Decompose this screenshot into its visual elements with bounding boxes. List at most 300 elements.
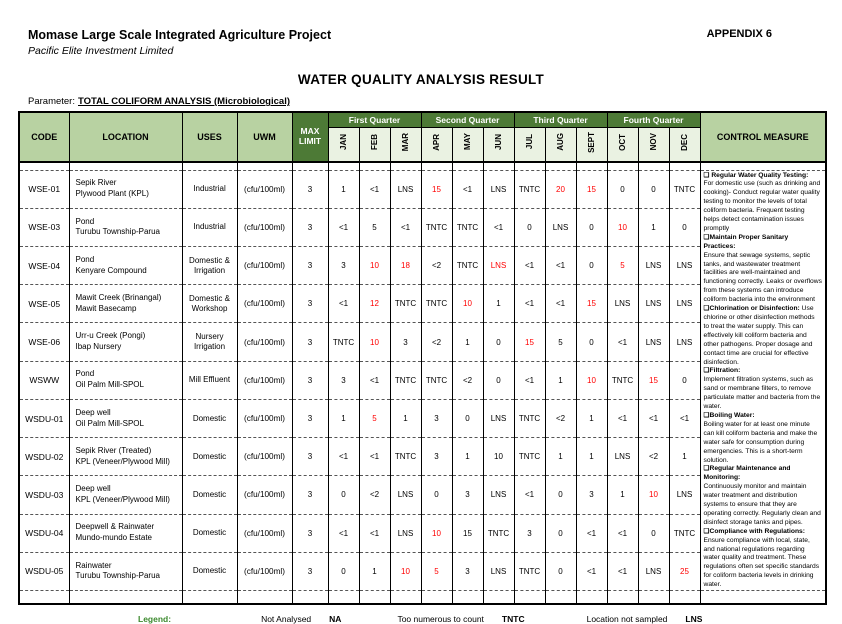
- value-cell: 3: [390, 323, 421, 361]
- control-measure-item: ❑Boiling Water: Boiling water for at least one minute can kill coliform bacteria and make the water safe for consumption during emergencies. This is a short-term solution.: [704, 412, 823, 465]
- location-cell: [69, 246, 182, 284]
- value-cell: 0: [576, 208, 607, 246]
- value-cell: TNTC: [669, 514, 700, 552]
- appendix-label: APPENDIX 6: [706, 28, 772, 40]
- uses-cell: Domestic: [182, 399, 237, 437]
- header-control-measure: CONTROL MEASURE: [700, 112, 826, 162]
- value-cell: 1: [452, 438, 483, 476]
- max-limit-cell: 3: [292, 170, 328, 208]
- month-label: APR: [431, 133, 441, 151]
- month-label: NOV: [648, 133, 658, 151]
- month-header-mar: [390, 128, 421, 163]
- parameter-value: TOTAL COLIFORM ANALYSIS (Microbiological): [78, 96, 290, 107]
- location-line: Sepik River (Treated): [75, 445, 152, 455]
- value-cell: 10: [359, 323, 390, 361]
- value-cell: TNTC: [514, 438, 545, 476]
- spacer-cell: [390, 591, 421, 604]
- value-cell: <1: [359, 438, 390, 476]
- value-cell: 15: [576, 170, 607, 208]
- uwm-cell: (cfu/100ml): [237, 246, 292, 284]
- max-limit-cell: 3: [292, 323, 328, 361]
- uses-cell: Industrial: [182, 170, 237, 208]
- water-quality-table: [18, 111, 827, 605]
- control-measure-cell: [700, 170, 826, 591]
- value-cell: 0: [638, 170, 669, 208]
- value-cell: 5: [359, 208, 390, 246]
- legend-label: Legend:: [138, 613, 172, 624]
- value-cell: 5: [421, 552, 452, 590]
- control-measure-title: ❑Regular Maintenance and Monitoring:: [703, 465, 791, 482]
- document-title: WATER QUALITY ANALYSIS RESULT: [297, 72, 545, 87]
- value-cell: 0: [669, 208, 700, 246]
- code-cell: WSE-01: [19, 170, 69, 208]
- max-limit-cell: 3: [292, 438, 328, 476]
- value-cell: LNS: [607, 285, 638, 323]
- value-cell: 12: [359, 285, 390, 323]
- spacer-row: [19, 162, 826, 170]
- location-line: Ibap Nursery: [75, 342, 122, 352]
- location-cell: [69, 514, 182, 552]
- month-label: JUL: [524, 134, 534, 150]
- value-cell: 1: [607, 476, 638, 514]
- value-cell: 1: [328, 399, 359, 437]
- month-header-aug: [545, 128, 576, 163]
- value-cell: 0: [607, 170, 638, 208]
- location-line: Pond: [75, 254, 95, 264]
- uses-cell: Domestic & Workshop: [182, 285, 237, 323]
- spacer-cell: [700, 162, 826, 170]
- spacer-cell: [182, 162, 237, 170]
- value-cell: LNS: [669, 476, 700, 514]
- code-cell: WSDU-05: [19, 552, 69, 590]
- value-cell: <1: [328, 438, 359, 476]
- spacer-cell: [182, 591, 237, 604]
- value-cell: 0: [483, 361, 514, 399]
- location-cell: [69, 361, 182, 399]
- location-line: Oil Palm Mill-SPOL: [75, 380, 144, 390]
- spacer-cell: [421, 162, 452, 170]
- value-cell: 0: [545, 476, 576, 514]
- header-quarter-1: First Quarter: [328, 112, 421, 128]
- location-cell: [69, 323, 182, 361]
- value-cell: 5: [607, 246, 638, 284]
- spacer-cell: [700, 591, 826, 604]
- spacer-cell: [514, 162, 545, 170]
- spacer-cell: [69, 162, 182, 170]
- value-cell: 0: [452, 399, 483, 437]
- location-line: Pond: [75, 216, 95, 226]
- value-cell: <1: [328, 208, 359, 246]
- value-cell: TNTC: [390, 438, 421, 476]
- legend-abbr-na: NA: [329, 613, 342, 624]
- month-label: FEB: [369, 134, 379, 150]
- legend-item-lns: Location not sampled: [586, 613, 668, 624]
- value-cell: <1: [669, 399, 700, 437]
- spacer-cell: [576, 162, 607, 170]
- spacer-cell: [607, 162, 638, 170]
- header-left: [28, 28, 331, 57]
- month-label: JUN: [493, 133, 503, 150]
- uwm-cell: (cfu/100ml): [237, 438, 292, 476]
- value-cell: <1: [452, 170, 483, 208]
- header-quarter-4: Fourth Quarter: [607, 112, 700, 128]
- value-cell: 0: [669, 361, 700, 399]
- value-cell: 1: [576, 399, 607, 437]
- location-line: Mawit Basecamp: [75, 303, 137, 313]
- value-cell: 0: [545, 552, 576, 590]
- location-line: Deepwell & Rainwater: [75, 522, 155, 532]
- uwm-cell: (cfu/100ml): [237, 361, 292, 399]
- month-label: SEPT: [586, 131, 596, 153]
- spacer-cell: [421, 591, 452, 604]
- legend-abbr-lns: LNS: [685, 613, 703, 624]
- header-code: CODE: [19, 112, 69, 162]
- max-limit-cell: 3: [292, 514, 328, 552]
- location-line: KPL (Veneer/Plywood Mill): [75, 456, 170, 466]
- month-header-jan: [328, 128, 359, 163]
- value-cell: <1: [514, 285, 545, 323]
- value-cell: 1: [638, 208, 669, 246]
- value-cell: 15: [452, 514, 483, 552]
- value-cell: 1: [328, 170, 359, 208]
- value-cell: LNS: [638, 285, 669, 323]
- value-cell: 10: [483, 438, 514, 476]
- value-cell: 1: [452, 323, 483, 361]
- location-line: Oil Palm Mill-SPOL: [75, 418, 144, 428]
- value-cell: 15: [514, 323, 545, 361]
- month-header-oct: [607, 128, 638, 163]
- value-cell: LNS: [390, 476, 421, 514]
- code-cell: WSDU-03: [19, 476, 69, 514]
- uwm-cell: (cfu/100ml): [237, 514, 292, 552]
- control-measure-item: ❑ Regular Water Quality Testing: For domestic use (such as drinking and cooking)- Conduct regular water quality testing to monitor the levels of total coliform bacteria. Frequent testing helps detect contamination issues promptly: [703, 171, 821, 232]
- legend-abbr-tntc: TNTC: [501, 613, 525, 624]
- value-cell: LNS: [669, 285, 700, 323]
- value-cell: <1: [483, 208, 514, 246]
- value-cell: LNS: [545, 208, 576, 246]
- code-cell: WSE-06: [19, 323, 69, 361]
- location-line: Plywood Plant (KPL): [75, 189, 149, 199]
- location-line: Mawit Creek (Brinangal): [75, 293, 162, 303]
- value-cell: LNS: [483, 476, 514, 514]
- value-cell: 10: [607, 208, 638, 246]
- value-cell: 15: [638, 361, 669, 399]
- value-cell: <1: [328, 514, 359, 552]
- max-limit-cell: 3: [292, 208, 328, 246]
- value-cell: LNS: [638, 246, 669, 284]
- max-limit-cell: 3: [292, 285, 328, 323]
- spacer-cell: [69, 591, 182, 604]
- location-line: KPL (Veneer/Plywood Mill): [75, 494, 170, 504]
- legend-item-tntc: Too numerous to count: [397, 613, 484, 624]
- value-cell: <1: [390, 208, 421, 246]
- value-cell: TNTC: [421, 208, 452, 246]
- max-limit-cell: 3: [292, 361, 328, 399]
- value-cell: 10: [576, 361, 607, 399]
- value-cell: TNTC: [514, 399, 545, 437]
- value-cell: 5: [359, 399, 390, 437]
- value-cell: <1: [607, 399, 638, 437]
- spacer-cell: [19, 162, 69, 170]
- control-measure-item: ❑Regular Maintenance and Monitoring: Continuously monitor and maintain water treatment and distribution systems to ensure that they are operating correctly. Regularly clean and disinfect storage tanks and pipes.: [703, 465, 821, 526]
- value-cell: 1: [483, 285, 514, 323]
- month-header-jun: [483, 128, 514, 163]
- value-cell: 10: [452, 285, 483, 323]
- value-cell: <1: [638, 399, 669, 437]
- code-cell: WSE-05: [19, 285, 69, 323]
- value-cell: TNTC: [607, 361, 638, 399]
- control-measure-title: ❑Compliance with Regulations:: [703, 527, 805, 535]
- parameter-label: Parameter:: [28, 96, 75, 107]
- value-cell: 3: [452, 552, 483, 590]
- header-location: LOCATION: [69, 112, 182, 162]
- spacer-cell: [452, 162, 483, 170]
- code-cell: WSDU-02: [19, 438, 69, 476]
- spacer-cell: [638, 591, 669, 604]
- value-cell: <2: [638, 438, 669, 476]
- value-cell: <1: [607, 552, 638, 590]
- value-cell: <1: [545, 285, 576, 323]
- value-cell: TNTC: [514, 170, 545, 208]
- max-limit-cell: 3: [292, 399, 328, 437]
- header-max-limit: MAX LIMIT: [292, 112, 328, 162]
- value-cell: 15: [576, 285, 607, 323]
- legend-item-na: Not Analysed: [261, 613, 312, 624]
- location-line: Rainwater: [75, 560, 112, 570]
- uwm-cell: (cfu/100ml): [237, 399, 292, 437]
- code-cell: WSE-03: [19, 208, 69, 246]
- value-cell: TNTC: [328, 323, 359, 361]
- location-line: Kenyare Compound: [75, 265, 147, 275]
- control-measure-title: ❑Maintain Proper Sanitary Practices:: [703, 233, 789, 250]
- spacer-cell: [607, 591, 638, 604]
- month-label: MAR: [400, 132, 410, 152]
- value-cell: 0: [545, 514, 576, 552]
- spacer-cell: [514, 591, 545, 604]
- value-cell: TNTC: [452, 208, 483, 246]
- month-header-may: [452, 128, 483, 163]
- value-cell: 3: [576, 476, 607, 514]
- location-cell: [69, 208, 182, 246]
- value-cell: LNS: [483, 246, 514, 284]
- value-cell: 3: [328, 361, 359, 399]
- location-line: Deep well: [75, 407, 111, 417]
- value-cell: LNS: [390, 514, 421, 552]
- header-uses: USES: [182, 112, 237, 162]
- table-row: [19, 170, 826, 208]
- value-cell: <2: [359, 476, 390, 514]
- spacer-cell: [237, 591, 292, 604]
- value-cell: <1: [359, 170, 390, 208]
- value-cell: <1: [514, 476, 545, 514]
- location-line: Deep well: [75, 484, 111, 494]
- control-measure-item: ❑Compliance with Regulations: Ensure compliance with local, state, and national regulations regarding water quality and treatment. These regulations often set specific standards for coliform bacteria levels in drinking water.: [704, 528, 823, 590]
- month-header-dec: [669, 128, 700, 163]
- value-cell: TNTC: [421, 285, 452, 323]
- value-cell: LNS: [607, 438, 638, 476]
- spacer-cell: [359, 162, 390, 170]
- spacer-cell: [452, 591, 483, 604]
- uwm-cell: (cfu/100ml): [237, 476, 292, 514]
- uwm-cell: (cfu/100ml): [237, 323, 292, 361]
- code-cell: WSDU-01: [19, 399, 69, 437]
- value-cell: 5: [545, 323, 576, 361]
- location-cell: [69, 285, 182, 323]
- spacer-cell: [483, 591, 514, 604]
- value-cell: 0: [638, 514, 669, 552]
- control-measure-title: ❑ Regular Water Quality Testing:: [703, 171, 809, 179]
- value-cell: <2: [421, 246, 452, 284]
- value-cell: 0: [328, 552, 359, 590]
- location-line: Turubu Township-Parua: [75, 571, 160, 581]
- spacer-cell: [576, 591, 607, 604]
- control-measure-item: ❑Maintain Proper Sanitary Practices: Ensure that sewage systems, septic tanks, and wastewater treatment facilities are well-maintained and functioning correctly. Leaks or overflows from these systems can introduce coliform bacteria into the environment: [703, 233, 822, 304]
- value-cell: LNS: [638, 552, 669, 590]
- value-cell: LNS: [483, 170, 514, 208]
- value-cell: 0: [514, 208, 545, 246]
- value-cell: TNTC: [514, 552, 545, 590]
- value-cell: 0: [576, 323, 607, 361]
- value-cell: 0: [483, 323, 514, 361]
- location-line: Pond: [75, 369, 95, 379]
- location-cell: [69, 170, 182, 208]
- month-label: OCT: [617, 133, 627, 151]
- value-cell: 1: [390, 399, 421, 437]
- value-cell: 0: [576, 246, 607, 284]
- spacer-cell: [638, 162, 669, 170]
- uses-cell: Domestic: [182, 552, 237, 590]
- value-cell: 10: [390, 552, 421, 590]
- company-name: Pacific Elite Investment Limited: [28, 45, 174, 57]
- uses-cell: Domestic: [182, 514, 237, 552]
- spacer-cell: [292, 162, 328, 170]
- table-body: [19, 162, 826, 604]
- control-measure-item: ❑Chlorination or Disinfection: Use chlorine or other disinfection methods to treat the water supply. This can effectively kill coliform bacteria and other pathogens. Proper dosage and contact time are crucial for effective disinfection.: [703, 305, 815, 366]
- spacer-cell: [545, 591, 576, 604]
- location-line: Sepik River: [75, 178, 117, 188]
- uses-cell: Domestic: [182, 476, 237, 514]
- value-cell: 15: [421, 170, 452, 208]
- value-cell: LNS: [483, 552, 514, 590]
- spacer-cell: [237, 162, 292, 170]
- value-cell: TNTC: [390, 361, 421, 399]
- value-cell: 1: [576, 438, 607, 476]
- value-cell: TNTC: [421, 361, 452, 399]
- value-cell: 25: [669, 552, 700, 590]
- value-cell: 3: [421, 399, 452, 437]
- location-line: Mundo-mundo Estate: [75, 533, 152, 543]
- value-cell: 1: [359, 552, 390, 590]
- value-cell: 0: [421, 476, 452, 514]
- value-cell: 20: [545, 170, 576, 208]
- project-title: Momase Large Scale Integrated Agriculture Project: [28, 28, 332, 42]
- parameter-line: [28, 96, 842, 107]
- value-cell: <1: [607, 323, 638, 361]
- month-header-feb: [359, 128, 390, 163]
- value-cell: 3: [328, 246, 359, 284]
- month-header-jul: [514, 128, 545, 163]
- value-cell: 10: [359, 246, 390, 284]
- code-cell: WSDU-04: [19, 514, 69, 552]
- value-cell: <1: [359, 514, 390, 552]
- value-cell: 3: [452, 476, 483, 514]
- value-cell: <1: [576, 514, 607, 552]
- value-cell: TNTC: [669, 170, 700, 208]
- value-cell: TNTC: [483, 514, 514, 552]
- value-cell: <1: [576, 552, 607, 590]
- spacer-cell: [669, 591, 700, 604]
- uses-cell: Nursery Irrigation: [182, 323, 237, 361]
- table-head: [19, 112, 826, 162]
- legend-row: [138, 614, 842, 624]
- location-cell: [69, 476, 182, 514]
- uses-cell: Mill Effluent: [182, 361, 237, 399]
- value-cell: 10: [421, 514, 452, 552]
- value-cell: 1: [545, 361, 576, 399]
- value-cell: 0: [328, 476, 359, 514]
- value-cell: 3: [514, 514, 545, 552]
- value-cell: <1: [514, 361, 545, 399]
- spacer-cell: [359, 591, 390, 604]
- page-header: [0, 0, 842, 57]
- month-label: MAY: [462, 133, 472, 151]
- header-uwm: UWM: [237, 112, 292, 162]
- value-cell: LNS: [669, 246, 700, 284]
- max-limit-cell: 3: [292, 246, 328, 284]
- value-cell: <1: [328, 285, 359, 323]
- spacer-cell: [292, 591, 328, 604]
- code-cell: WSWW: [19, 361, 69, 399]
- spacer-cell: [19, 591, 69, 604]
- control-measure-title: ❑Chlorination or Disinfection:: [703, 305, 800, 313]
- value-cell: <2: [421, 323, 452, 361]
- header-quarter-3: Third Quarter: [514, 112, 607, 128]
- spacer-cell: [328, 591, 359, 604]
- uwm-cell: (cfu/100ml): [237, 170, 292, 208]
- control-measure-item: ❑Filtration: Implement filtration systems, such as sand or membrane filters, to remove particulate matter and bacteria from the water.: [703, 367, 821, 411]
- spacer-cell: [545, 162, 576, 170]
- value-cell: 3: [421, 438, 452, 476]
- uwm-cell: (cfu/100ml): [237, 208, 292, 246]
- uses-cell: Domestic: [182, 438, 237, 476]
- value-cell: <1: [514, 246, 545, 284]
- month-label: DEC: [679, 133, 689, 151]
- value-cell: 18: [390, 246, 421, 284]
- code-cell: WSE-04: [19, 246, 69, 284]
- month-header-nov: [638, 128, 669, 163]
- spacer-cell: [669, 162, 700, 170]
- value-cell: 1: [669, 438, 700, 476]
- header-quarter-2: Second Quarter: [421, 112, 514, 128]
- value-cell: <1: [545, 246, 576, 284]
- value-cell: LNS: [483, 399, 514, 437]
- max-limit-cell: 3: [292, 476, 328, 514]
- value-cell: 1: [545, 438, 576, 476]
- control-measure-title: ❑Boiling Water:: [703, 411, 755, 419]
- spacer-cell: [328, 162, 359, 170]
- value-cell: 10: [638, 476, 669, 514]
- month-header-sept: [576, 128, 607, 163]
- uses-cell: Industrial: [182, 208, 237, 246]
- month-label: AUG: [555, 133, 565, 151]
- spacer-cell: [483, 162, 514, 170]
- value-cell: <2: [452, 361, 483, 399]
- spacer-row: [19, 591, 826, 604]
- control-measure-title: ❑Filtration:: [703, 367, 741, 375]
- value-cell: <1: [359, 361, 390, 399]
- month-header-apr: [421, 128, 452, 163]
- value-cell: LNS: [669, 323, 700, 361]
